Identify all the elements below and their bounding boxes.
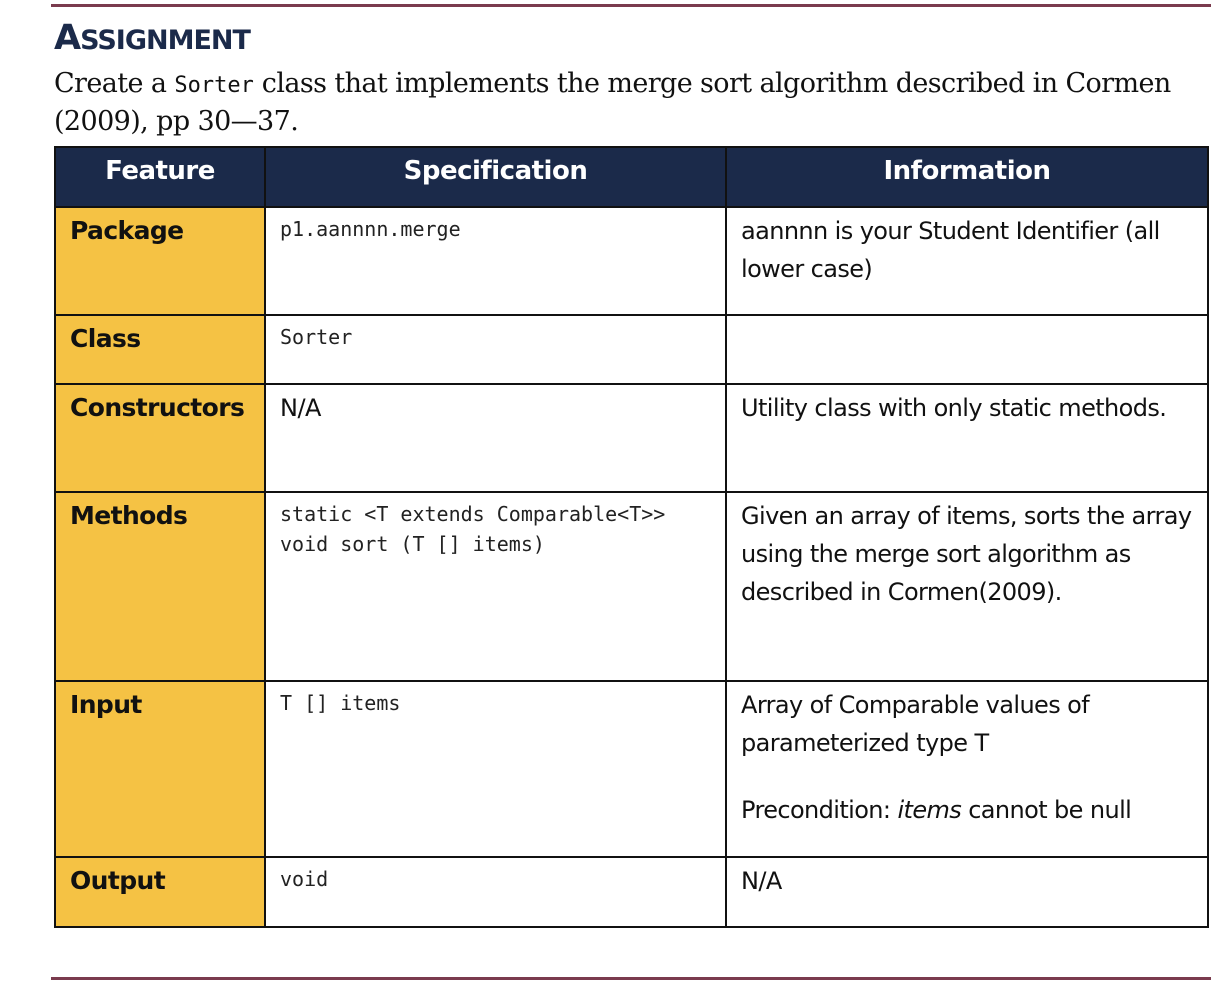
specification-cell: void: [265, 857, 726, 927]
specification-cell: Sorter: [265, 315, 726, 384]
table-row-methods: [55, 492, 1208, 681]
table-row-package: [55, 207, 1208, 315]
information-cell: [726, 681, 1208, 857]
specification-cell: p1.aannnn.merge: [265, 207, 726, 315]
header-feature: Feature: [55, 147, 265, 207]
precondition-label: Precondition:: [741, 796, 898, 824]
specification-cell: N/A: [265, 384, 726, 492]
heading-initial: A: [54, 18, 81, 58]
information-text: N/A: [741, 867, 782, 895]
precondition-rest: cannot be null: [961, 796, 1132, 824]
intro-text-end: class that implements the merge sort algorithm described in Cormen (2009), pp 30—37.: [54, 68, 1171, 137]
header-specification: Specification: [265, 147, 726, 207]
feature-cell: Methods: [55, 492, 265, 681]
table-row-constructors: [55, 384, 1208, 492]
intro-text-start: Create a: [54, 68, 175, 99]
header-information: Information: [726, 147, 1208, 207]
heading-rest: SSIGNMENT: [80, 25, 250, 56]
intro-code-sorter: Sorter: [174, 73, 254, 98]
feature-cell: Package: [55, 207, 265, 315]
specification-cell: T [] items: [265, 681, 726, 857]
bottom-rule: [51, 977, 1211, 980]
feature-cell: Constructors: [55, 384, 265, 492]
information-cell: [726, 384, 1208, 492]
feature-cell: Class: [55, 315, 265, 384]
information-cell: [726, 492, 1208, 681]
precondition-text: [741, 791, 1197, 829]
top-rule: [51, 4, 1211, 7]
feature-cell: Input: [55, 681, 265, 857]
information-text: aannnn is your Student Identifier (all lower case): [741, 217, 1160, 283]
information-text: Given an array of items, sorts the array using the merge sort algorithm as described in Cormen(2009).: [741, 502, 1192, 606]
information-text: Array of Comparable values of parameterized type T: [741, 691, 1090, 757]
specification-cell: static <T extends Comparable<T>> void sort (T [] items): [265, 492, 726, 681]
section-heading: [54, 16, 250, 63]
precondition-term: items: [897, 796, 962, 824]
information-text: Utility class with only static methods.: [741, 394, 1167, 422]
feature-cell: Output: [55, 857, 265, 927]
table-row-class: [55, 315, 1208, 384]
information-cell: [726, 315, 1208, 384]
information-cell: [726, 207, 1208, 315]
assignment-intro: [54, 66, 1204, 140]
information-cell: [726, 857, 1208, 927]
specification-table: [54, 146, 1209, 928]
table-header-row: [55, 147, 1208, 207]
table-row-output: [55, 857, 1208, 927]
table-row-input: [55, 681, 1208, 857]
